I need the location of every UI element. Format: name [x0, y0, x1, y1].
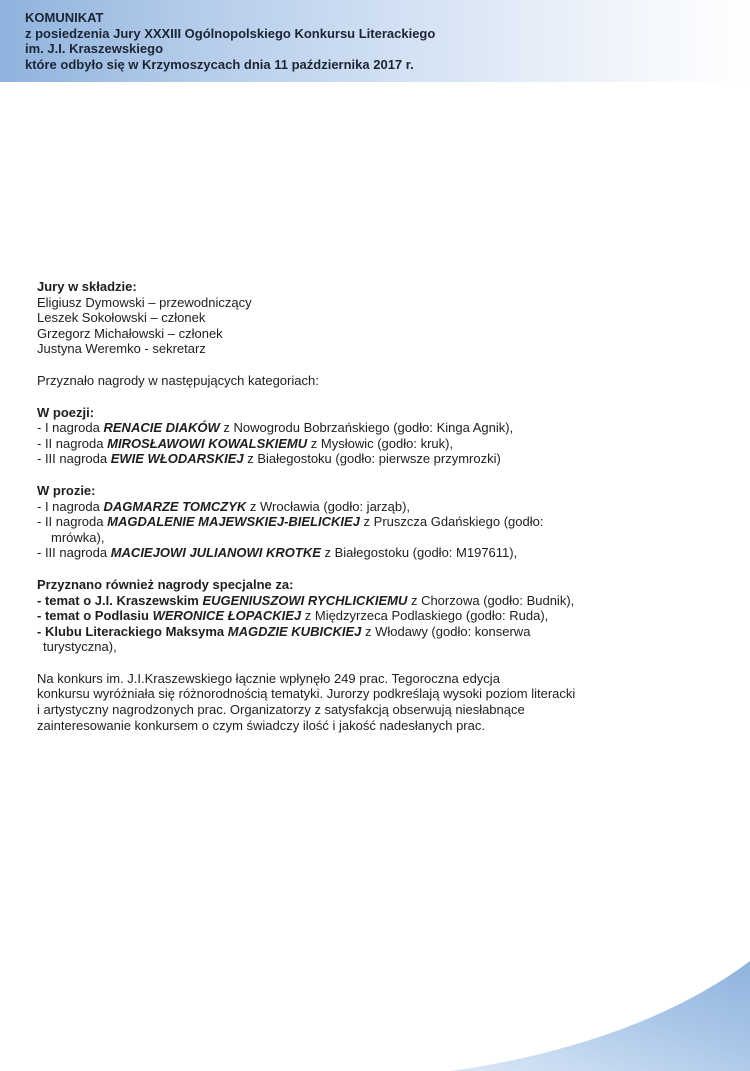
jury-member: Leszek Sokołowski – członek — [37, 310, 206, 326]
special-award — [37, 593, 727, 609]
poetry-award — [37, 420, 727, 436]
award-category: - temat o J.I. Kraszewskim — [37, 592, 203, 608]
corner-swoosh-decoration — [450, 961, 750, 1071]
award-details: z Nowogrodu Bobrzańskiego (godło: Kinga Agnik), — [219, 420, 514, 436]
winner-name: EWIE WŁODARSKIEJ — [110, 451, 244, 467]
award-details: z Chorzowa (godło: Budnik), — [407, 592, 575, 608]
header-date-line: które odbyło się w Krzymoszycach dnia 11 października 2017 r. — [25, 56, 414, 72]
jury-member: Eligiusz Dymowski – przewodniczący — [37, 294, 252, 310]
award-rank: - I nagroda — [37, 498, 104, 514]
award-details: z Białegostoku (godło: pierwsze przymrozki) — [243, 451, 501, 467]
prose-award — [37, 514, 727, 530]
award-details: z Międzyrzeca Podlaskiego (godło: Ruda), — [301, 608, 549, 624]
winner-name: MIROSŁAWOWI KOWALSKIEMU — [107, 435, 308, 451]
summary-line: konkursu wyróżniała się różnorodnością tematyki. Jurorzy podkreślają wysoki poziom literacki — [37, 686, 576, 702]
summary-line: zainteresowanie konkursem o czym świadczy ilość i jakość nadesłanych prac. — [37, 717, 485, 733]
award-details: z Pruszcza Gdańskiego (godło: — [359, 514, 544, 530]
special-heading: Przyznano również nagrody specjalne za: — [37, 576, 294, 592]
award-rank: - III nagroda — [37, 451, 111, 467]
header-subtitle: z posiedzenia Jury XXXIII Ogólnopolskiego Konkursu Literackiego — [25, 25, 436, 41]
award-category: - Klubu Literackiego Maksyma — [37, 623, 228, 639]
award-rank: - I nagroda — [37, 420, 104, 436]
award-details: z Mysłowic (godło: kruk), — [307, 435, 454, 451]
winner-name: EUGENIUSZOWI RYCHLICKIEMU — [202, 592, 408, 608]
prose-award — [37, 499, 727, 515]
header-competition-name: im. J.I. Kraszewskiego — [25, 41, 164, 56]
jury-heading: Jury w składzie: — [37, 279, 137, 294]
header-title: KOMUNIKAT — [25, 10, 104, 25]
document-header — [25, 10, 435, 72]
poetry-award — [37, 436, 727, 452]
winner-name: MAGDZIE KUBICKIEJ — [227, 623, 362, 639]
winner-name: MACIEJOWI JULIANOWI KROTKE — [110, 545, 321, 561]
document-body — [37, 279, 727, 733]
awards-intro: Przyznało nagrody w następujących kategoriach: — [37, 372, 319, 388]
award-details: z Włodawy (godło: konserwa — [361, 623, 531, 639]
jury-member: Grzegorz Michałowski – członek — [37, 325, 223, 341]
award-continuation: turystyczna), — [43, 639, 117, 655]
award-rank: - III nagroda — [37, 545, 111, 561]
winner-name: RENACIE DIAKÓW — [103, 420, 220, 436]
prose-heading: W prozie: — [37, 482, 96, 498]
award-category: - temat o Podlasiu — [37, 608, 153, 624]
special-award — [37, 608, 727, 624]
jury-member: Justyna Weremko - sekretarz — [37, 341, 206, 357]
award-rank: - II nagroda — [37, 514, 108, 530]
special-award — [37, 624, 727, 640]
winner-name: WERONICE ŁOPACKIEJ — [152, 608, 302, 624]
award-rank: - II nagroda — [37, 435, 108, 451]
summary-line: Na konkurs im. J.I.Kraszewskiego łącznie wpłynęło 249 prac. Tegoroczna edycja — [37, 670, 500, 686]
award-details: z Wrocławia (godło: jarząb), — [246, 498, 411, 514]
winner-name: DAGMARZE TOMCZYK — [103, 498, 247, 514]
summary-line: i artystyczny nagrodzonych prac. Organizatorzy z satysfakcją obserwują niesłabnące — [37, 702, 525, 718]
poetry-award — [37, 451, 727, 467]
poetry-heading: W poezji: — [37, 404, 95, 420]
winner-name: MAGDALENIE MAJEWSKIEJ-BIELICKIEJ — [107, 514, 360, 530]
award-details: z Białegostoku (godło: M197611), — [320, 545, 518, 561]
prose-award — [37, 545, 727, 561]
award-continuation: mrówka), — [51, 529, 105, 545]
